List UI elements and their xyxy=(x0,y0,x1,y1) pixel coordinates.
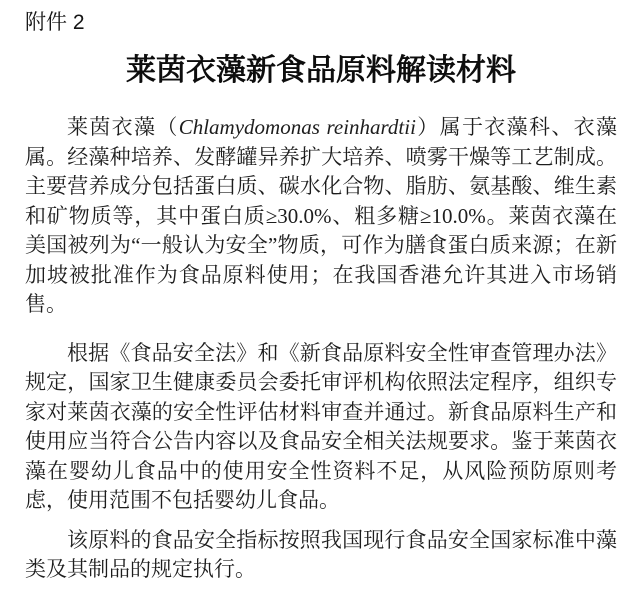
paragraph-approval: 根据《食品安全法》和《新食品原料安全性审查管理办法》规定，国家卫生健康委员会委托审评机构依照法定程序，组织专家对莱茵衣藻的安全性评估材料审查并通过。新食品原料生产和使用应当符合公告内容以及食品安全相关法规要求。鉴于莱茵衣藻在婴幼儿食品中的使用安全性资料不足，从风险预防原则考虑，使用范围不包括婴幼儿食品。 xyxy=(25,340,617,512)
page-title: 莱茵衣藻新食品原料解读材料 xyxy=(126,54,516,87)
paragraph-intro-text-before-latin: 莱茵衣藻（ xyxy=(67,115,179,139)
paragraph-intro xyxy=(25,113,617,320)
paragraph-standards: 该原料的食品安全指标按照我国现行食品安全国家标准中藻类及其制品的规定执行。 xyxy=(25,527,617,581)
attachment-label: 附件 2 xyxy=(25,11,85,34)
species-latin-name: Chlamydomonas reinhardtii xyxy=(178,115,416,139)
paragraph-intro-text-after-latin: ）属于衣藻科、衣藻属。经藻种培养、发酵罐异养扩大培养、喷雾干燥等工艺制成。主要营养成分包括蛋白质、碳水化合物、脂肪、氨基酸、维生素和矿物质等，其中蛋白质≥30.0%、粗多糖≥10.0%。莱茵衣藻在美国被列为“一般认为安全”物质，可作为膳食蛋白质来源；在新加坡被批准作为食品原料使用；在我国香港允许其进入市场销售。 xyxy=(25,115,617,316)
